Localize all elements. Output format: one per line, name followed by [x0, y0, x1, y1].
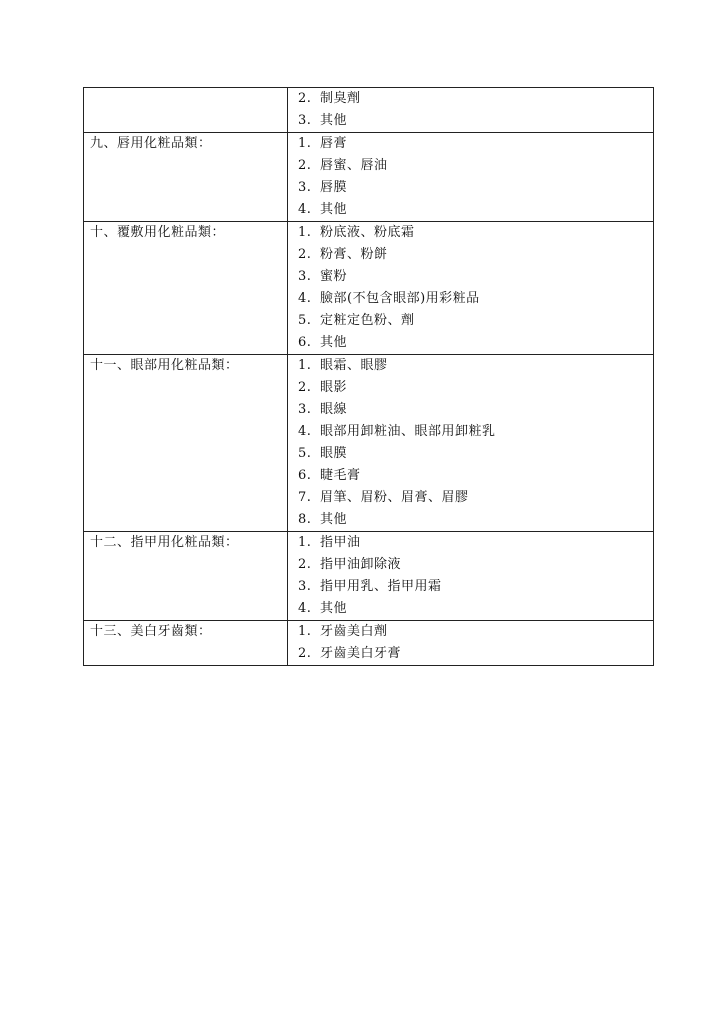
category-cell: [84, 222, 288, 355]
list-item: [288, 421, 653, 443]
item-text: 定粧定色粉、劑: [320, 313, 415, 328]
item-number: 3.: [298, 402, 312, 417]
list-item: [288, 465, 653, 487]
list-item: [288, 576, 653, 598]
category-cell: [84, 88, 288, 133]
list-item: [288, 266, 653, 288]
item-number: 4.: [298, 202, 312, 217]
item-number: 1.: [298, 136, 312, 151]
item-number: 1.: [298, 358, 312, 373]
item-number: 3.: [298, 269, 312, 284]
table-body: [84, 88, 654, 666]
category-cell: [84, 532, 288, 621]
item-text: 其他: [320, 512, 348, 527]
item-text: 粉膏、粉餅: [320, 247, 388, 262]
list-item: [288, 399, 653, 421]
category-label: 九、唇用化粧品類：: [90, 136, 212, 151]
item-text: 眼膜: [320, 446, 348, 461]
items-cell: [288, 355, 654, 532]
table-row: [84, 222, 654, 355]
item-number: 4.: [298, 291, 312, 306]
list-item: [288, 532, 653, 554]
item-number: 6.: [298, 335, 312, 350]
category-label: 十一、眼部用化粧品類：: [90, 358, 239, 373]
list-item: [288, 554, 653, 576]
category-label: 十三、美白牙齒類：: [90, 624, 212, 639]
item-number: 1.: [298, 535, 312, 550]
item-text: 臉部(不包含眼部)用彩粧品: [320, 291, 480, 306]
list-item: [288, 598, 653, 620]
item-text: 指甲用乳、指甲用霜: [320, 579, 442, 594]
category-cell: [84, 133, 288, 222]
list-item: [288, 643, 653, 665]
item-text: 唇膏: [320, 136, 348, 151]
item-number: 8.: [298, 512, 312, 527]
item-text: 牙齒美白劑: [320, 624, 388, 639]
item-number: 3.: [298, 579, 312, 594]
item-number: 3.: [298, 180, 312, 195]
items-cell: [288, 133, 654, 222]
list-item: [288, 487, 653, 509]
item-number: 1.: [298, 225, 312, 240]
list-item: [288, 377, 653, 399]
list-item: [288, 155, 653, 177]
items-cell: [288, 621, 654, 666]
item-number: 4.: [298, 601, 312, 616]
item-text: 指甲油: [320, 535, 361, 550]
item-number: 7.: [298, 490, 312, 505]
item-text: 眼霜、眼膠: [320, 358, 388, 373]
item-text: 眼線: [320, 402, 348, 417]
item-number: 1.: [298, 624, 312, 639]
item-number: 3.: [298, 113, 312, 128]
item-number: 2.: [298, 247, 312, 262]
list-item: [288, 621, 653, 643]
list-item: [288, 288, 653, 310]
item-text: 指甲油卸除液: [320, 557, 402, 572]
list-item: [288, 199, 653, 221]
item-text: 其他: [320, 601, 348, 616]
table-row: [84, 88, 654, 133]
item-number: 2.: [298, 91, 312, 106]
items-cell: [288, 222, 654, 355]
category-cell: [84, 621, 288, 666]
item-text: 粉底液、粉底霜: [320, 225, 415, 240]
item-number: 4.: [298, 424, 312, 439]
item-text: 睫毛膏: [320, 468, 361, 483]
list-item: [288, 88, 653, 110]
item-number: 5.: [298, 446, 312, 461]
category-label: 十、覆敷用化粧品類：: [90, 225, 226, 240]
item-text: 眼影: [320, 380, 348, 395]
items-cell: [288, 88, 654, 133]
item-text: 其他: [320, 335, 348, 350]
item-text: 眼部用卸粧油、眼部用卸粧乳: [320, 424, 496, 439]
category-cell: [84, 355, 288, 532]
list-item: [288, 133, 653, 155]
list-item: [288, 310, 653, 332]
cosmetics-category-table: [83, 87, 654, 666]
item-number: 2.: [298, 557, 312, 572]
list-item: [288, 443, 653, 465]
item-text: 牙齒美白牙膏: [320, 646, 402, 661]
item-number: 2.: [298, 380, 312, 395]
item-number: 2.: [298, 158, 312, 173]
list-item: [288, 332, 653, 354]
item-text: 眉筆、眉粉、眉膏、眉膠: [320, 490, 469, 505]
table-row: [84, 621, 654, 666]
table-row: [84, 532, 654, 621]
item-text: 蜜粉: [320, 269, 348, 284]
item-text: 唇膜: [320, 180, 348, 195]
category-label: [84, 88, 287, 110]
list-item: [288, 244, 653, 266]
item-text: 其他: [320, 202, 348, 217]
list-item: [288, 355, 653, 377]
item-text: 制臭劑: [320, 91, 361, 106]
table-row: [84, 133, 654, 222]
item-text: 其他: [320, 113, 348, 128]
item-number: 2.: [298, 646, 312, 661]
item-number: 6.: [298, 468, 312, 483]
category-label: 十二、指甲用化粧品類：: [90, 535, 239, 550]
table-row: [84, 355, 654, 532]
list-item: [288, 177, 653, 199]
items-cell: [288, 532, 654, 621]
list-item: [288, 222, 653, 244]
list-item: [288, 110, 653, 132]
item-number: 5.: [298, 313, 312, 328]
item-text: 唇蜜、唇油: [320, 158, 388, 173]
list-item: [288, 509, 653, 531]
